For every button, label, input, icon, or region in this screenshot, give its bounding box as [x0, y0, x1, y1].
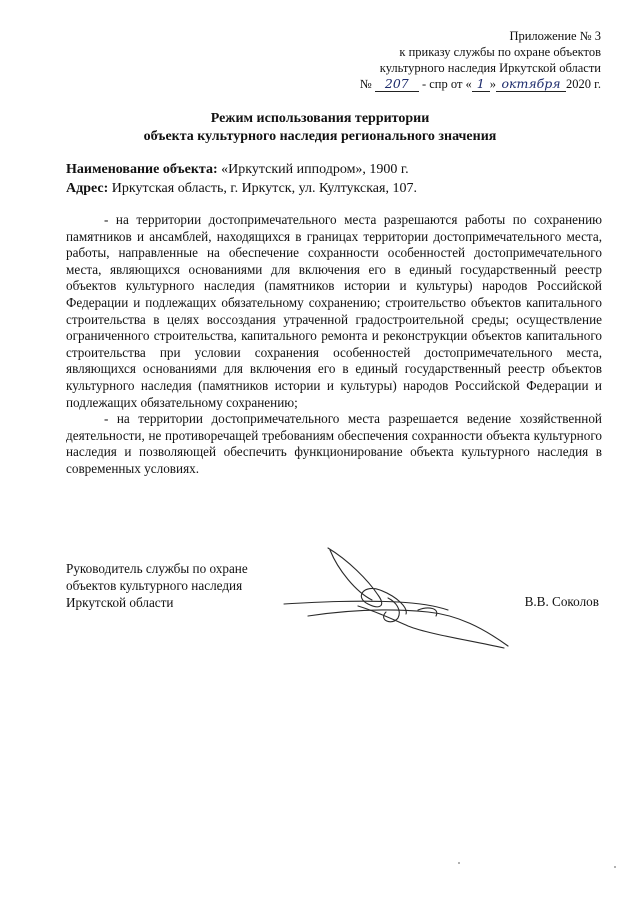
appendix-authority: культурного наследия Иркутской области	[379, 61, 601, 75]
document-body	[66, 212, 602, 478]
appendix-order-ref: к приказу службы по охране объектов	[399, 45, 601, 59]
object-address-row	[66, 179, 606, 198]
scan-speck	[614, 866, 616, 868]
appendix-header	[281, 28, 601, 92]
scan-speck	[458, 862, 460, 864]
object-name-label: Наименование объекта:	[66, 162, 218, 177]
order-number-handwritten: 207	[375, 77, 419, 92]
order-year: 2020 г.	[566, 77, 601, 91]
object-address-label: Адрес:	[66, 181, 109, 196]
object-info	[66, 160, 606, 198]
signer-title-line-3: Иркутской области	[66, 595, 174, 610]
handwritten-signature	[268, 540, 518, 660]
object-address-value: Иркутская область, г. Иркутск, ул. Култукская, 107.	[108, 181, 417, 196]
order-month-handwritten: октября	[496, 77, 566, 92]
signer-title-line-2: объектов культурного наследия	[66, 578, 243, 593]
signer-title-line-1: Руководитель службы по охране	[66, 561, 248, 576]
document-title	[40, 110, 600, 146]
object-name-row	[66, 160, 606, 179]
title-line-2: объекта культурного наследия регионального значения	[143, 129, 497, 144]
body-paragraph-1: - на территории достопримечательного места разрешаются работы по сохранению памятников и ансамблей, находящихся в границах территории достопримечательного места, работы, направленные на обеспечение сохранности особенностей достопримечательного места, являющихся основаниями для включения его в единый государственный реестр объектов культурного наследия (памятников истории и культуры) народов Российской Федерации и подлежащих обязательному сохранению; строительство объектов капитального строительства в целях воссоздания утраченной градостроительной среды; осуществление ограниченного строительства, капитального ремонта и реконструкции объектов капитального строительства при условии сохранения особенностей достопримечательного места, являющихся основаниями для включения его в единый государственный реестр объектов культурного наследия (памятников истории и культуры) народов Российской Федерации и подлежащих обязательному сохранению;	[66, 212, 602, 410]
order-number-prefix: №	[359, 77, 372, 91]
title-line-1: Режим использования территории	[210, 111, 430, 126]
order-date-prefix: - спр от «	[421, 77, 472, 91]
order-quote-close: »	[489, 77, 497, 91]
body-paragraph-2: - на территории достопримечательного места разрешается ведение хозяйственной деятельности, не противоречащей требованиям обеспечения сохранности объекта культурного наследия и позволяющей обеспечить функционирование объекта культурного наследия в современных условиях.	[66, 411, 602, 476]
signer-name: В.В. Соколов	[524, 594, 599, 609]
appendix-number: Приложение № 3	[509, 29, 601, 43]
object-name-value: «Иркутский ипподром», 1900 г.	[217, 162, 409, 177]
appendix-order-line	[281, 76, 601, 92]
order-day-handwritten: 1	[472, 77, 490, 92]
